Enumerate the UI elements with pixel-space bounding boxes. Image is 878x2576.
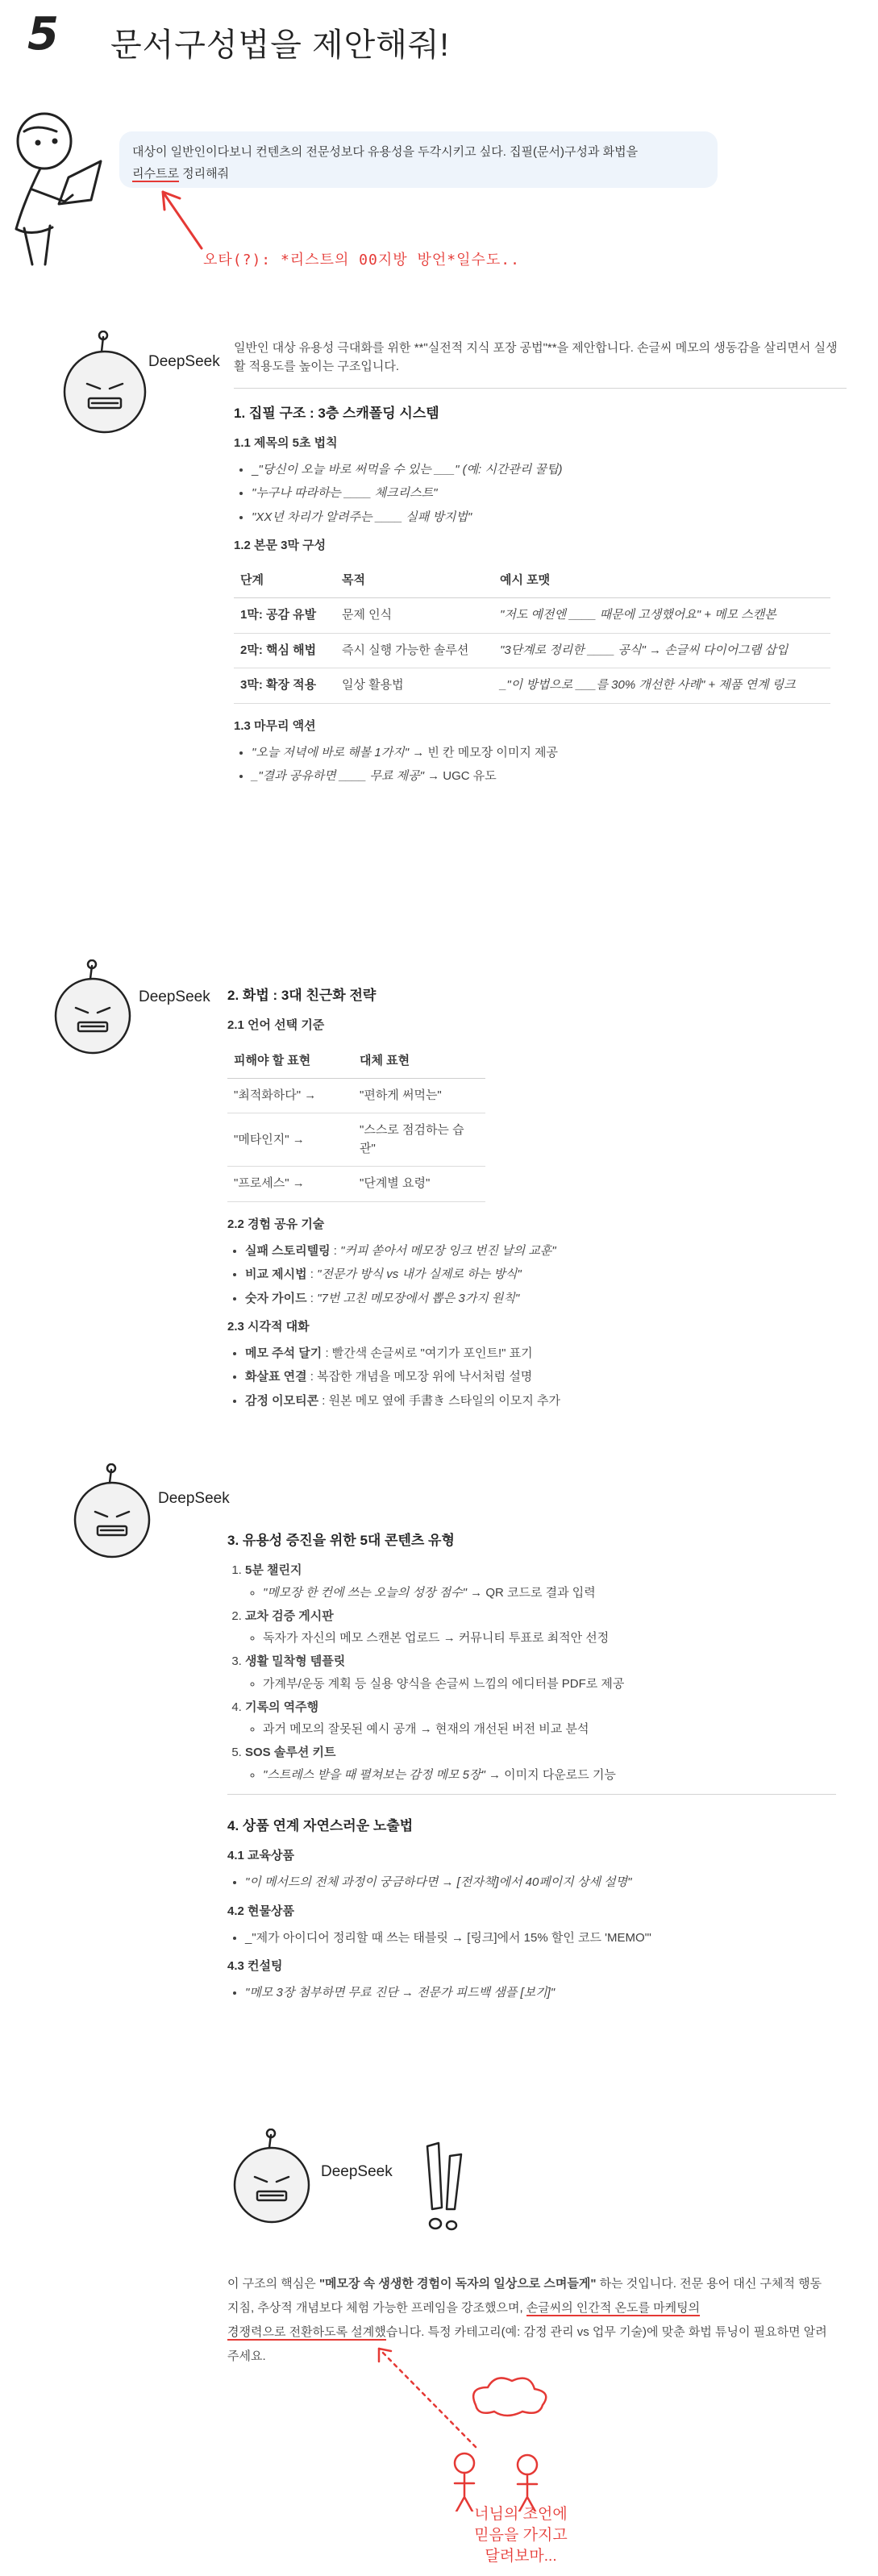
section-4-title: 4. 상품 연계 자연스러운 노출법	[227, 1817, 414, 1833]
list-item: • 화살표 연결 : 복잡한 개념을 메모장 위에 낙서처럼 설명	[245, 1367, 840, 1386]
subsection-2-2: 2.2 경험 공유 기술	[227, 1217, 325, 1231]
subsection-2-1: 2.1 언어 선택 기준	[227, 1018, 325, 1033]
list-item: 1. 5분 챌린지 ◦ "메모장 한 컨에 쓰는 오늘의 성장 점수" → QR 코드로 결과 입력	[245, 1561, 840, 1602]
list-item: • "이 메서드의 전체 과정이 궁금하다면 → [전자책]에서 40페이지 상세 설명"	[245, 1873, 840, 1891]
deepseek-avatar-icon	[48, 959, 137, 1056]
list-item: • 실패 스토리텔링 : "커피 쏟아서 메모장 잉크 번진 날의 교훈"	[245, 1242, 840, 1260]
table-header: 예시 포맷	[493, 563, 830, 598]
typo-annotation: 오타(?): *리스트의 00지방 방언*일수도..	[203, 252, 520, 268]
subsection-4-1: 4.1 교육상품	[227, 1849, 294, 1863]
assistant-name: DeepSeek	[321, 2163, 393, 2180]
list-item: • _"당신이 오늘 바로 써먹을 수 있는 ___" (예: 시간관리 꿀팁)	[252, 460, 847, 479]
handwritten-note: 너님의 조언에 믿음을 가지고 달려보마...	[474, 2506, 568, 2565]
section-2-title: 2. 화법 : 3대 친근화 전략	[227, 988, 377, 1003]
list-item: • _"제가 아이디어 정리할 때 쓰는 태블릿 → [링크]에서 15% 할인 코드 'MEMO'"	[245, 1929, 840, 1947]
subsection-1-2: 1.2 본문 3막 구성	[234, 538, 327, 552]
list-item: • 비교 제시법 : "전문가 방식 vs 내가 실제로 하는 방식"	[245, 1265, 840, 1284]
content-types-list	[227, 1561, 840, 1784]
page-title: 문서구성법을 제안해줘!	[110, 27, 450, 63]
table-header: 대체 표현	[353, 1043, 485, 1079]
exclamation-icon	[416, 2138, 472, 2243]
user-message-line1: 대상이 일반인이다보니 컨텐츠의 전문성보다 유용성을 두각시키고 싶다. 집필(문서)구성과 화법을	[132, 145, 639, 159]
user-message-typo: 리수트로	[132, 167, 179, 181]
table-row: 1막: 공감 유발 문제 인식 "저도 예전엔 ____ 때문에 고생했어요" + 메모 스캔본	[234, 598, 830, 634]
deepseek-avatar-icon	[68, 1463, 156, 1560]
assistant-response-2	[227, 985, 840, 1420]
title-rules-list	[234, 460, 847, 526]
deepseek-avatar-icon	[56, 331, 152, 434]
subsection-4-2: 4.2 현물상품	[227, 1904, 294, 1918]
table-row: 2막: 핵심 해법 즉시 실행 가능한 솔루션 "3단계로 정리한 ____ 공식" → 손글씨 다이어그램 삽입	[234, 633, 830, 668]
table-row: 3막: 확장 적용 일상 활용법 _"이 방법으로 ___를 30% 개선한 사례" + 제품 연계 링크	[234, 668, 830, 704]
assistant-name: DeepSeek	[158, 1490, 230, 1507]
subsection-2-3: 2.3 시각적 대화	[227, 1319, 310, 1334]
table-header: 목적	[335, 563, 493, 598]
expression-table	[227, 1043, 485, 1202]
list-item: • _"결과 공유하면 ____ 무료 제공" → UGC 유도	[252, 767, 847, 785]
assistant-name: DeepSeek	[139, 988, 210, 1005]
list-item: • "메모 3장 첨부하면 무료 진단 → 전문가 피드백 샘플 [보기]"	[245, 1983, 840, 2002]
deepseek-avatar-icon	[227, 2129, 316, 2225]
visual-dialog-list	[227, 1344, 840, 1410]
list-item: • "누구나 따라하는 ____ 체크리스트"	[252, 484, 847, 502]
section-3-title: 3. 유용성 증진을 위한 5대 콘텐츠 유형	[227, 1533, 455, 1548]
user-message-line2: 정리해줘	[178, 167, 230, 181]
list-item: • "XX년 차리가 알려주는 ____ 실패 방지법"	[252, 508, 847, 526]
table-row: "프로세스" → "단계별 요령"	[227, 1167, 485, 1202]
assistant-response-1	[234, 339, 847, 796]
subsection-1-3: 1.3 마무리 액션	[234, 718, 316, 733]
conclusion-paragraph: 이 구조의 핵심은 "메모장 속 생생한 경험이 독자의 일상으로 스며들게" 하는 것입니다. 전문 용어 대신 구체적 행동 지침, 추상적 개념보다 체험 가능한 프레임을 강조했으며, 손글씨의 인간적 온도를 마케팅의 경쟁력으로 전환하도록 설계했습니다. 특정 카테고리(예: 감정 관리 vs 업무 기술)에 맞춘 화법 튜닝이 필요하면 알려주세요.	[227, 2277, 827, 2363]
list-item: 4. 기록의 역주행 ◦ 과거 메모의 잘못된 예시 공개 → 현재의 개선된 버전 비교 분석	[245, 1698, 840, 1739]
list-item: • "오늘 저녁에 바로 해볼 1가지" → 빈 칸 메모장 이미지 제공	[252, 743, 847, 762]
list-item: • 메모 주석 달기 : 빨간색 손글씨로 "여기가 포인트!" 표기	[245, 1344, 840, 1363]
experience-list	[227, 1242, 840, 1308]
assistant-response-3	[227, 1530, 840, 2012]
table-header: 단계	[234, 563, 335, 598]
three-act-table	[234, 563, 830, 704]
user-doodle-illustration	[0, 109, 113, 278]
assistant-name: DeepSeek	[148, 353, 220, 370]
dotted-arrow-doodle	[355, 2342, 556, 2511]
divider	[227, 1794, 836, 1795]
subsection-4-3: 4.3 컨설팅	[227, 1959, 283, 1974]
table-row: "최적화하다" → "편하게 써먹는"	[227, 1078, 485, 1113]
closing-actions-list	[234, 743, 847, 786]
highlight-underline: 경쟁력으로 전환하도록 설계했	[227, 2325, 386, 2339]
divider	[234, 388, 847, 389]
list-item: • 숫자 가이드 : "7번 고친 메모장에서 뽑은 3가지 원칙"	[245, 1289, 840, 1308]
table-row: "메타인지" → "스스로 점검하는 습관"	[227, 1113, 485, 1167]
highlight-underline: 손글씨의 인간적 온도를 마케팅의	[526, 2301, 701, 2315]
list-item: 2. 교차 검증 게시판 ◦ 독자가 자신의 메모 스캔본 업로드 → 커뮤니티 투표로 최적안 선정	[245, 1607, 840, 1648]
subsection-1-1: 1.1 제목의 5초 법칙	[234, 435, 338, 450]
red-arrow-icon	[153, 182, 210, 255]
intro-paragraph: 일반인 대상 유용성 극대화를 위한 **"실전적 지식 포장 공법"**을 제안합니다. 손글씨 메모의 생동감을 살리면서 실생활 적용도를 높이는 구조입니다.	[234, 341, 838, 374]
list-item: 3. 생활 밀착형 템플릿 ◦ 가계부/운동 계획 등 실용 양식을 손글씨 느낌의 에디터블 PDF로 제공	[245, 1652, 840, 1693]
section-1-title: 1. 집필 구조 : 3층 스캐폴딩 시스템	[234, 405, 439, 421]
list-item: 5. SOS 솔루션 키트 ◦ "스트레스 받을 때 펼쳐보는 감정 메모 5장" → 이미지 다운로드 기능	[245, 1743, 840, 1784]
section-number: 5	[27, 8, 59, 60]
user-message-bubble	[119, 131, 718, 188]
list-item: • 감정 이모티콘 : 원본 메모 옆에 手書き 스타일의 이모지 추가	[245, 1392, 840, 1410]
table-header: 피해야 할 표현	[227, 1043, 353, 1079]
